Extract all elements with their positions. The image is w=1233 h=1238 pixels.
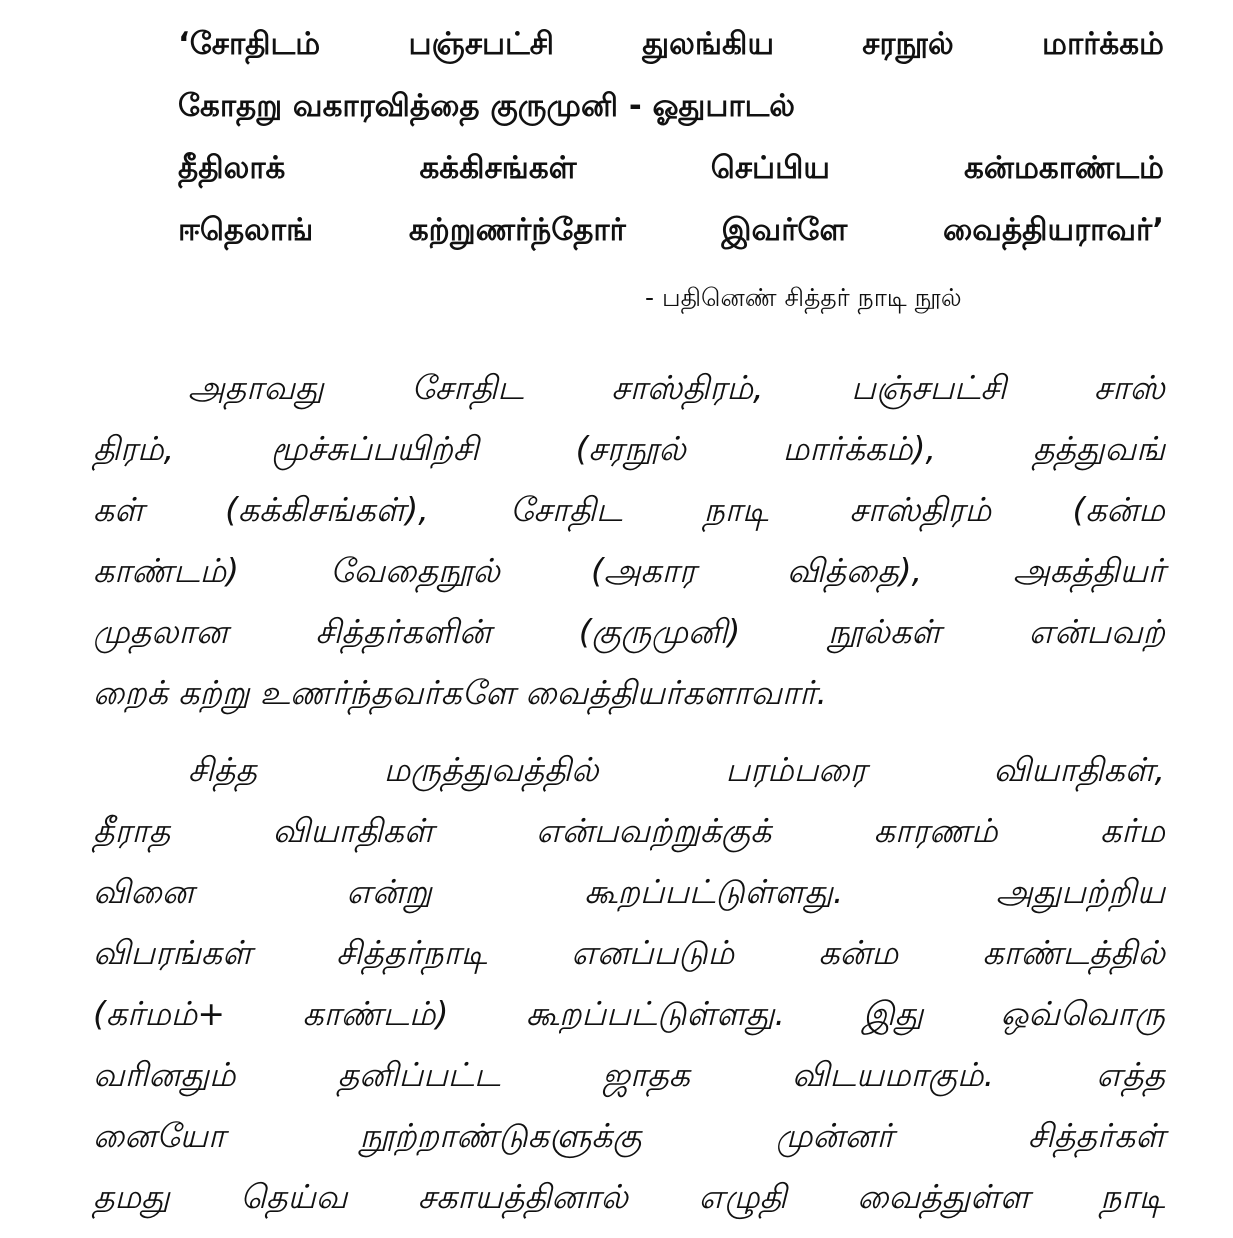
paragraph-line: காண்டம்) வேதைநூல் (அகார வித்தை), அகத்தியர் <box>93 551 1165 590</box>
verse-line: ஈதெலாங் கற்றுணர்ந்தோர் இவர்ளே வைத்தியராவர்’ <box>178 212 1164 248</box>
verse-quote <box>178 24 1164 272</box>
paragraph-1 <box>93 368 1165 734</box>
paragraph-line: றைக் கற்று உணர்ந்தவர்களே வைத்தியர்களாவார். <box>93 673 827 712</box>
verse-line: தீதிலாக் கக்கிசங்கள் செப்பிய கன்மகாண்டம் <box>178 150 1164 186</box>
verse-line: கோதறு வகாரவித்தை குருமுனி - ஓதுபாடல் <box>178 88 796 124</box>
paragraph-line: வரினதும் தனிப்பட்ட ஜாதக விடயமாகும். எத்த <box>93 1055 1165 1094</box>
paragraph-line: விபரங்கள் சித்தர்நாடி எனப்படும் கன்ம காண்டத்தில் <box>93 933 1165 972</box>
verse-line: ‘சோதிடம் பஞ்சபட்சி துலங்கிய சரநூல் மார்க்கம் <box>178 26 1164 62</box>
paragraph-line: னையோ நூற்றாண்டுகளுக்கு முன்னர் சித்தர்கள் <box>93 1116 1165 1155</box>
paragraph-line: வினை என்று கூறப்பட்டுள்ளது. அதுபற்றிய <box>93 872 1165 911</box>
paragraph-line: அதாவது சோதிட சாஸ்திரம், பஞ்சபட்சி சாஸ் <box>188 368 1165 407</box>
paragraph-line: திரம், மூச்சுப்பயிற்சி (சரநூல் மார்க்கம்), தத்துவங் <box>93 429 1165 468</box>
paragraph-2 <box>93 750 1165 1238</box>
paragraph-line: (கர்மம்+ காண்டம்) கூறப்பட்டுள்ளது. இது ஒவ்வொரு <box>93 994 1165 1033</box>
verse-attribution: - பதினெண் சித்தர் நாடி நூல் <box>645 283 962 312</box>
paragraph-line: முதலான சித்தர்களின் (குருமுனி) நூல்கள் என்பவற் <box>93 612 1165 651</box>
paragraph-line: தீராத வியாதிகள் என்பவற்றுக்குக் காரணம் கர்ம <box>93 811 1165 850</box>
paragraph-line: தமது தெய்வ சகாயத்தினால் எழுதி வைத்துள்ள நாடி <box>93 1177 1165 1216</box>
paragraph-line: கள் (கக்கிசங்கள்), சோதிட நாடி சாஸ்திரம் (கன்ம <box>93 490 1165 529</box>
paragraph-line: சித்த மருத்துவத்தில் பரம்பரை வியாதிகள், <box>188 750 1165 789</box>
